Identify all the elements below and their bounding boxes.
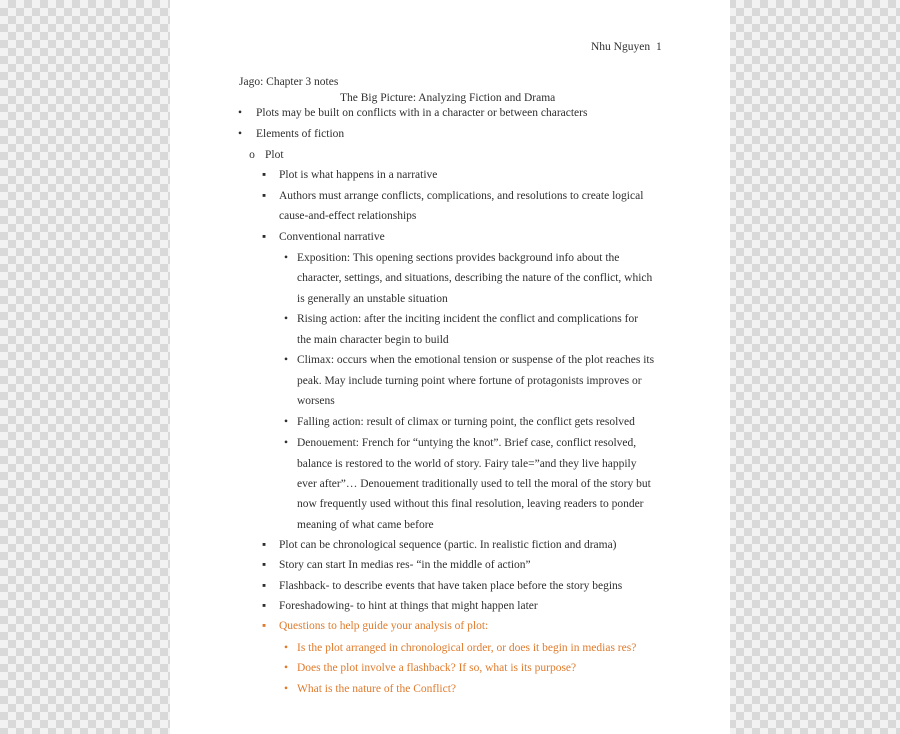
list-item-highlighted: Does the plot involve a flashback? If so, what is its purpose?: [297, 662, 577, 674]
bullet-marker: •: [283, 683, 289, 695]
list-item: Foreshadowing- to hint at things that might happen later: [279, 600, 538, 612]
bullet-marker: •: [283, 416, 289, 428]
bullet-marker: ▪: [261, 169, 267, 181]
list-item-continuation: ever after”… Denouement traditionally used to tell the moral of the story but: [297, 478, 651, 490]
list-item: Conventional narrative: [279, 231, 385, 243]
bullet-marker: •: [283, 437, 289, 449]
list-item: Climax: occurs when the emotional tension or suspense of the plot reaches its: [297, 354, 655, 366]
list-item-highlighted: What is the nature of the Conflict?: [297, 683, 457, 695]
doc-subtitle: Jago: Chapter 3 notes: [239, 76, 339, 88]
list-item: Plot is what happens in a narrative: [279, 169, 438, 181]
list-item: Exposition: This opening sections provides background info about the: [297, 252, 620, 264]
list-item: Rising action: after the inciting incident the conflict and complications for: [297, 313, 639, 325]
list-item: Falling action: result of climax or turning point, the conflict gets resolved: [297, 416, 635, 428]
list-item-continuation: the main character begin to build: [297, 334, 449, 346]
list-item: Plots may be built on conflicts with in a character or between characters: [256, 107, 588, 119]
bullet-marker: •: [283, 252, 289, 264]
bullet-marker: ▪: [261, 231, 267, 243]
bullet-marker: •: [283, 354, 289, 366]
list-item: Elements of fiction: [256, 128, 345, 140]
doc-title: The Big Picture: Analyzing Fiction and Drama: [340, 92, 556, 104]
list-item-continuation: balance is restored to the world of story. Fairy tale=”and they live happily: [297, 458, 637, 470]
list-item: Flashback- to describe events that have taken place before the story begins: [279, 580, 623, 592]
list-item: Plot: [265, 149, 284, 161]
bullet-marker: ▪: [261, 580, 267, 592]
list-item-highlighted: Is the plot arranged in chronological order, or does it begin in medias res?: [297, 642, 637, 654]
bullet-marker: o: [249, 149, 255, 161]
list-item: Denouement: French for “untying the knot”. Brief case, conflict resolved,: [297, 437, 637, 449]
list-item-continuation: is generally an unstable situation: [297, 293, 448, 305]
bullet-marker: ▪: [261, 600, 267, 612]
page-header-author: Nhu Nguyen: [591, 41, 651, 53]
list-item-continuation: peak. May include turning point where fortune of protagonists improves or: [297, 375, 642, 387]
list-item-continuation: cause-and-effect relationships: [279, 210, 417, 222]
list-item-continuation: now frequently used without this final resolution, leaving readers to ponder: [297, 498, 644, 510]
bullet-marker: •: [237, 107, 243, 119]
bullet-marker: ▪: [261, 539, 267, 551]
bullet-marker: ▪: [261, 620, 267, 632]
bullet-marker: ▪: [261, 559, 267, 571]
bullet-marker: •: [283, 313, 289, 325]
list-item-continuation: worsens: [297, 395, 335, 407]
document-page: [170, 0, 730, 734]
list-item: Plot can be chronological sequence (partic. In realistic fiction and drama): [279, 539, 617, 551]
list-item-continuation: meaning of what came before: [297, 519, 434, 531]
list-item: Story can start In medias res- “in the middle of action”: [279, 559, 531, 571]
list-item: Authors must arrange conflicts, complications, and resolutions to create logical: [279, 190, 644, 202]
bullet-marker: •: [283, 662, 289, 674]
list-item-continuation: character, settings, and situations, describing the nature of the conflict, which: [297, 272, 653, 284]
bullet-marker: •: [283, 642, 289, 654]
page-number: 1: [656, 41, 662, 53]
list-item-highlighted: Questions to help guide your analysis of plot:: [279, 620, 489, 632]
bullet-marker: •: [237, 128, 243, 140]
bullet-marker: ▪: [261, 190, 267, 202]
